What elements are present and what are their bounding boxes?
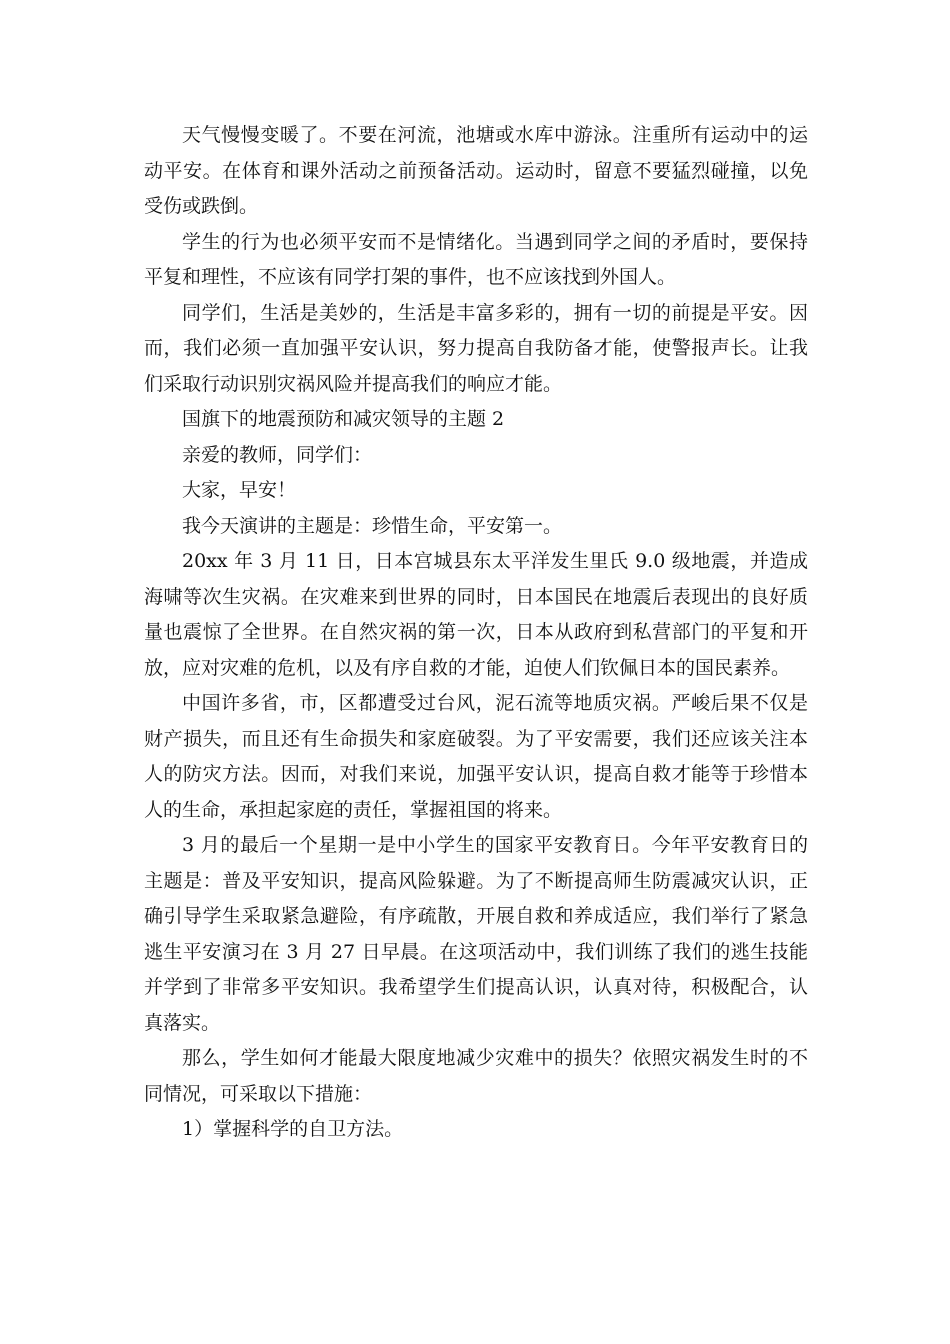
salutation: 亲爱的教师，同学们： xyxy=(182,443,373,466)
paragraph-china-disasters: 中国许多省，市，区都遭受过台风，泥石流等地质灾祸。严峻后果不仅是财产损失，而且还有生命损失和家庭破裂。为了平安需要，我们还应该关注本人的防灾方法。因而，对我们来说，加强平安认识，提高自救才能等于珍惜本人的生命，承担起家庭的责任，掌握祖国的将来。 xyxy=(144,692,808,821)
document-body xyxy=(144,118,808,1148)
paragraph-measures-intro: 那么，学生如何才能最大限度地减少灾难中的损失？依照灾祸发生时的不同情况，可采取以下措施： xyxy=(144,1047,808,1105)
paragraph-behavior-safety: 学生的行为也必须平安而不是情绪化。当遇到同学之间的矛盾时，要保持平复和理性，不应该有同学打架的事件，也不应该找到外国人。 xyxy=(144,230,808,288)
paragraph-life-safety: 同学们，生活是美妙的，生活是丰富多彩的，拥有一切的前提是平安。因而，我们必须一直加强平安认识，努力提高自我防备才能，使警报声长。让我们采取行动识别灾祸风险并提高我们的响应才能。 xyxy=(144,301,808,395)
speech-topic: 我今天演讲的主题是：珍惜生命，平安第一。 xyxy=(182,514,563,537)
section-title: 国旗下的地震预防和减灾领导的主题 2 xyxy=(182,408,505,430)
greeting: 大家，早安！ xyxy=(182,479,297,501)
paragraph-sports-safety: 天气慢慢变暖了。不要在河流，池塘或水库中游泳。注重所有运动中的运动平安。在体育和课外活动之前预备活动。运动时，留意不要猛烈碰撞，以免受伤或跌倒。 xyxy=(144,124,808,217)
paragraph-japan-earthquake: 20xx 年 3 月 11 日，日本宫城县东太平洋发生里氏 9.0 级地震，并造成海啸等次生灾祸。在灾难来到世界的同时，日本国民在地震后表现出的良好质量也震惊了全世界。在自然灾祸的第一次，日本从政府到私营部门的平复和开放，应对灾难的危机，以及有序自救的才能，迫使人们钦佩日本的国民素养。 xyxy=(144,550,808,679)
paragraph-safety-education-day: 3 月的最后一个星期一是中小学生的国家平安教育日。今年平安教育日的主题是：普及平安知识，提高风险躲避。为了不断提高师生防震减灾认识，正确引导学生采取紧急避险，有序疏散，开展自救和养成适应，我们举行了紧急逃生平安演习在 3 月 27 日早晨。在这项活动中，我们训练了我们的逃生技能并学到了非常多平安知识。我希望学生们提高认识，认真对待，积极配合，认真落实。 xyxy=(144,834,808,1034)
list-item-1: 1）掌握科学的自卫方法。 xyxy=(182,1118,404,1140)
